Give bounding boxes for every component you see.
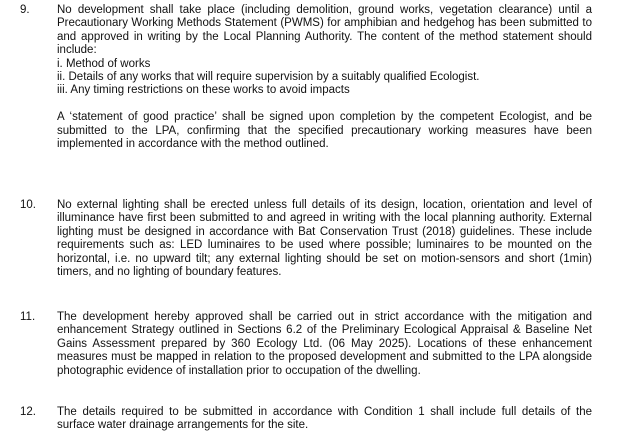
condition-number: 11. [20, 311, 36, 323]
condition-body [57, 311, 592, 378]
condition-number: 12. [20, 406, 36, 418]
list-item: iii. Any timing restrictions on these works to avoid impacts [57, 84, 350, 97]
condition-body [57, 199, 592, 279]
condition-text: The details required to be submitted in accordance with Condition 1 shall include full details of the surface water drainage arrangements for the site. [57, 406, 592, 432]
condition-body [57, 406, 592, 433]
condition-intro: No development shall take place (including demolition, ground works, vegetation clearance) until a Precautionary Working Methods Statement (PWMS) for amphibian and hedgehog has been submitted to and approved in writing by the Local Planning Authority. The content of the method statement should include: [57, 4, 592, 57]
condition-number: 10. [20, 199, 36, 211]
list-item: i. Method of works [57, 57, 151, 70]
list-item: ii. Details of any works that will require supervision by a suitably qualified Ecologist. [57, 71, 480, 84]
condition-body [57, 4, 592, 151]
condition-text: The development hereby approved shall be carried out in strict accordance with the mitigation and enhancement Strategy outlined in Sections 6.2 of the Preliminary Ecological Appraisal & Baseline Net Gains Assessment prepared by 360 Ecology Ltd. (06 May 2025). Locations of these enhancement measures must be mapped in relation to the proposed development and submitted to the LPA alongside photographic evidence of installation prior to occupation of the dwelling. [57, 311, 592, 377]
condition-number: 9. [20, 4, 30, 16]
condition-closing: A ‘statement of good practice’ shall be signed upon completion by the competent Ecologist, and be submitted to the LPA, confirming that the specified precautionary working measures have been implemented in accordance with the method outlined. [57, 111, 592, 151]
condition-text: No external lighting shall be erected unless full details of its design, location, orientation and level of illuminance have first been submitted to and agreed in writing with the local planning authority. External lighting must be designed in accordance with Bat Conservation Trust (2018) guidelines. These include requirements such as: LED luminaires to be used where possible; luminaires to be mounted on the horizontal, i.e. no upward tilt; any external lighting should be set on motion-sensors and short (1min) timers, and no lighting of boundary features. [57, 199, 592, 279]
